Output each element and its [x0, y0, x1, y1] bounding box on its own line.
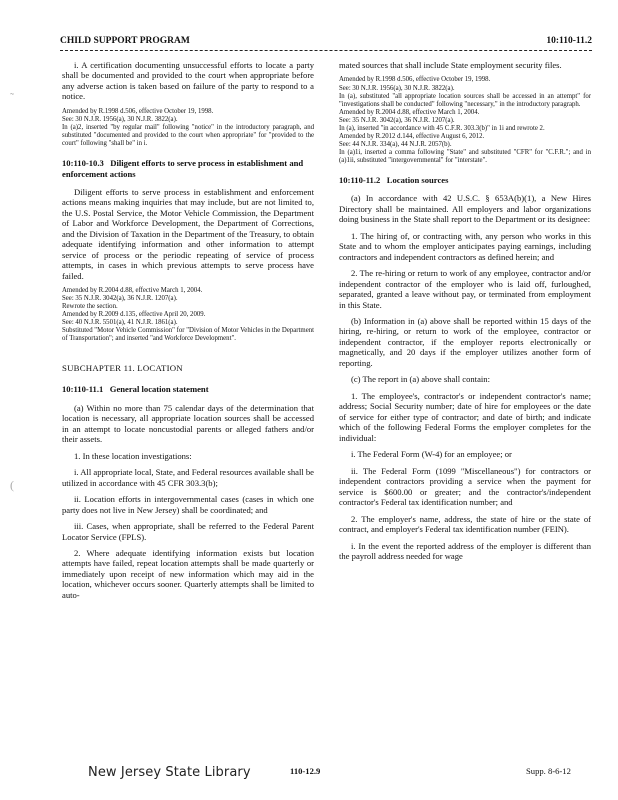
- library-watermark-logo: New Jersey State Library: [88, 765, 251, 780]
- section-number: 10:110-10.3: [62, 158, 104, 169]
- section-title: Location sources: [386, 174, 449, 185]
- running-header: [60, 36, 592, 50]
- header-section-number: 10:110-11.2: [546, 36, 592, 46]
- paragraph-c1i: i. The Federal Form (W-4) for an employee; or: [351, 449, 512, 460]
- paragraph-1i: i. All appropriate local, State, and Federal resources available shall be utilized in accordance with 45 CFR 303.3(b);: [62, 467, 314, 488]
- subsection-a: (a) Within no more than 75 calendar days of the determination that location is necessary, all appropriate location sources shall be accessed in an attempt to locate noncustodial parents or alleged fathers and/or their assets.: [62, 402, 314, 445]
- supplement-date: Supp. 8-6-12: [526, 766, 571, 776]
- paragraph-c1: 1. The employee's, contractor's or independent contractor's name; address; Social Security number; date of hire for employees or the date of service for either type of contractor; and date of birth; and indicate which of the following Federal Forms the employer completes for the individual:: [339, 390, 591, 443]
- section-heading-11-1: [62, 384, 314, 394]
- paragraph-i: i. A certification documenting unsuccessful efforts to locate a party shall be documented and provided to the court when appropriate before any adverse action is taken based on failure of the party to respond to a notice.: [62, 60, 314, 102]
- paragraph-1: 1. In these location investigations:: [74, 450, 192, 461]
- page-number: 110-12.9: [290, 766, 321, 776]
- right-column: [339, 60, 591, 568]
- section-heading-11-2: [339, 175, 591, 185]
- scan-mark: ˜: [10, 90, 14, 104]
- paragraph-2: 2. Where adequate identifying information exists but location attempts have failed, repeat location attempts shall be made quarterly or immediately upon receipt of new information which may aid in the location, whichever occurs sooner. Quarterly attempts shall be limited to auto-: [62, 547, 314, 600]
- subsection-b: (b) Information in (a) above shall be reported within 15 days of the hiring, re-hiring, or return to work of the employee, contractor or independent contractor, if the employer reports electronically or magnetically, and 20 days if the employer utilizes another form of reporting.: [339, 315, 591, 368]
- subchapter-heading: SUBCHAPTER 11. LOCATION: [62, 363, 183, 374]
- amendment-note: Amended by R.1998 d.506, effective October 19, 1998. See: 30 N.J.R. 1956(a), 30 N.J.R. 3822(a). In (a), substituted "all appropriate location sources shall be accessed in an attempt" for "investigations shall be conducted" following "necessary," in the introductory paragraph. Amended by R.2004 d.88, effective March 1, 2004. See: 35 N.J.R. 3042(a), 36 N.J.R. 1207(a). In (a), inserted "in accordance with 45 C.F.R. 303.3(b)" in 1i and rewrote 2. Amended by R.2012 d.144, effective August 6, 2012. See: 44 N.J.R. 334(a), 44 N.J.R. 2057(b). In (a)1i, inserted a comma following "State" and substituted "CFR" for "C.F.R."; and in (a)1ii, substituted "intergovernmental" for "interstate".: [339, 76, 591, 164]
- paragraph-1ii: ii. Location efforts in intergovernmental cases (cases in which one party does not live in New Jersey) shall be coordinated; and: [62, 494, 314, 515]
- paragraph-1iii: iii. Cases, when appropriate, shall be referred to the Federal Parent Locator Service (FPLS).: [62, 521, 314, 542]
- paragraph-2: 2. The re-hiring or return to work of any employee, contractor and/or independent contractor of the employer who is laid off, furloughed, separated, granted a leave without pay, or terminated from employment in this State.: [339, 268, 591, 310]
- subsection-c: (c) The report in (a) above shall contain:: [351, 374, 490, 385]
- section-number: 10:110-11.1: [62, 384, 104, 395]
- left-column: [62, 60, 314, 606]
- subsection-a: (a) In accordance with 42 U.S.C. § 653A(b)(1), a New Hires Directory shall be maintained. All employers and labor organizations doing business in the State shall report to the Department or its designee:: [339, 193, 591, 225]
- section-heading-10-3: [62, 158, 314, 179]
- paragraph-c1ii: ii. The Federal Form (1099 "Miscellaneous") for contractors or independent contractors providing a service when the payment for service is $600.00 or greater; and the contractor's/independent contractor's Federal tax identification number; and: [339, 465, 591, 508]
- section-body: Diligent efforts to serve process in establishment and enforcement actions means making inquiries that may include, but are not limited to, the U.S. Postal Service, the Motor Vehicle Commission, the Department of Labor and Workforce Development, the Department of Corrections, and the Division of Taxation in the Department of the Treasury, to obtain adequate identifying information and other information to attempt service of process or the periodic repeating of service of process attempts, in cases in which previous attempts to serve process have failed.: [62, 186, 314, 281]
- paragraph-1: 1. The hiring of, or contracting with, any person who works in this State and to whom the employer anticipates paying earnings, including contractors and independent contractors as defined herein; and: [339, 230, 591, 262]
- section-title: Diligent efforts to serve process in establishment and enforcement actions: [62, 158, 304, 179]
- amendment-note: Amended by R.2004 d.88, effective March 1, 2004. See: 35 N.J.R. 3042(a), 36 N.J.R. 1207(a). Rewrote the section. Amended by R.2009 d.135, effective April 20, 2009. See: 40 N.J.R. 5501(a), 41 N.J.R. 1861(a). Substituted "Motor Vehicle Commission" for "Division of Motor Vehicles in the Department of Transportation"; and inserted "and Workforce Development".: [62, 287, 314, 343]
- scan-mark: (: [10, 478, 14, 492]
- section-number: 10:110-11.2: [339, 174, 381, 185]
- amendment-note: Amended by R.1998 d.506, effective October 19, 1998. See: 30 N.J.R. 1956(a), 30 N.J.R. 3822(a). In (a)2, inserted "by regular mail" following "notice" in the introductory paragraph, and substituted "documented and provided to the court when appropriate" for "provided to the court" following "shall be" in i.: [62, 107, 314, 147]
- continued-text: mated sources that shall include State employment security files.: [339, 60, 562, 70]
- paragraph-c2: 2. The employer's name, address, the state of hire or the state of contract, and employer's Federal tax identification number (FEIN).: [339, 513, 591, 535]
- header-rule: [60, 50, 592, 51]
- section-title: General location statement: [109, 384, 209, 395]
- header-title: CHILD SUPPORT PROGRAM: [60, 36, 190, 46]
- paragraph-c2i: i. In the event the reported address of the employer is different than the payroll address needed for wage: [339, 540, 591, 562]
